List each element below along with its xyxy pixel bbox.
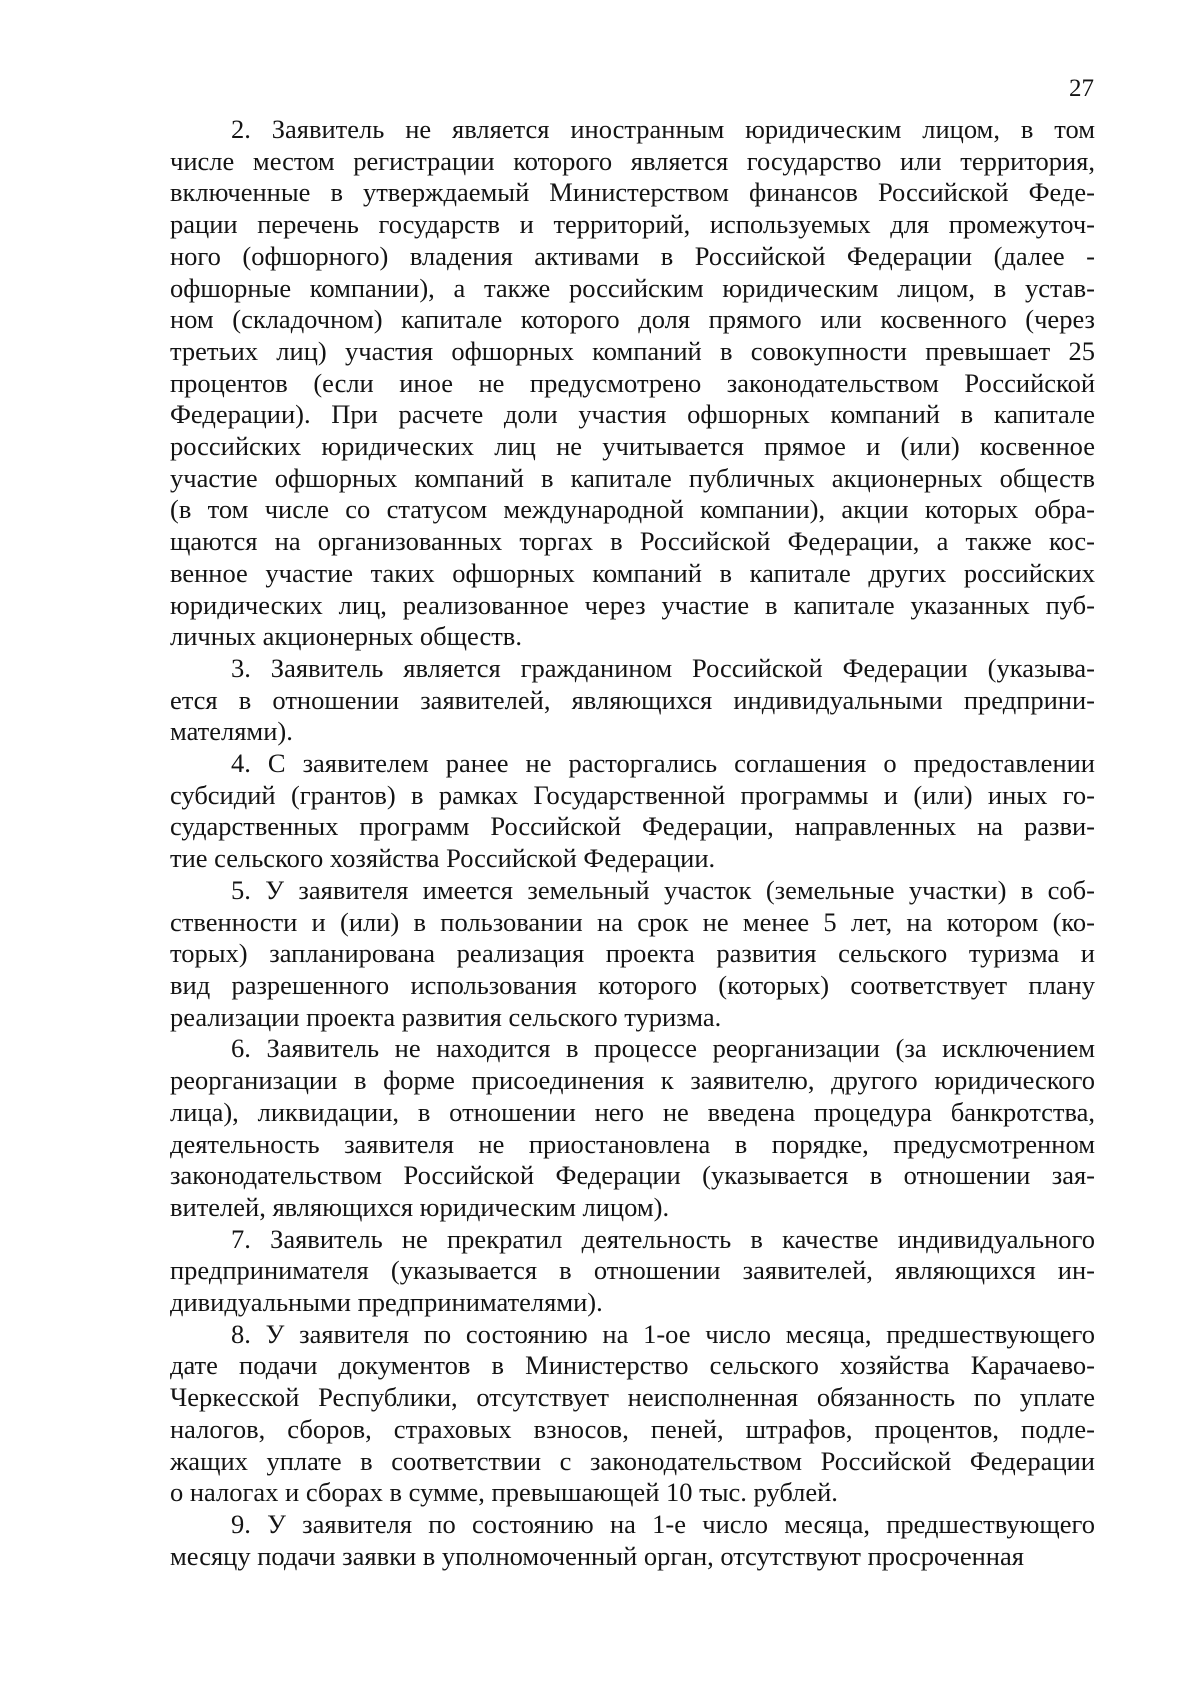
text-line: числе местом регистрации которого является государство или территория, (170, 145, 1095, 176)
text-line: (в том числе со статусом международной компании), акции которых обра- (170, 494, 1095, 525)
text-line: дате подачи документов в Министерство сельского хозяйства Карачаево- (170, 1350, 1095, 1381)
text-line: деятельность заявителя не приостановлена в порядке, предусмотренном (170, 1128, 1095, 1159)
paragraph-7 (170, 1224, 1095, 1319)
text-line: ного (офшорного) владения активами в Российской Федерации (далее - (170, 240, 1095, 271)
paragraph-5 (170, 875, 1095, 1034)
text-line: вителей, являющихся юридическим лицом). (170, 1191, 670, 1222)
paragraph-9 (170, 1509, 1095, 1572)
text-line: Федерации). При расчете доли участия офшорных компаний в капитале (170, 399, 1095, 430)
text-line: 4. С заявителем ранее не расторгались соглашения о предоставлении (231, 748, 1095, 779)
text-line: 2. Заявитель не является иностранным юридическим лицом, в том (231, 114, 1095, 144)
text-line: третьих лиц) участия офшорных компаний в совокупности превышает 25 (170, 335, 1095, 366)
text-line: 3. Заявитель является гражданином Российской Федерации (указыва- (231, 652, 1095, 683)
text-line: торых) запланирована реализация проекта развития сельского туризма и (170, 938, 1095, 969)
text-line: месяцу подачи заявки в уполномоченный орган, отсутствуют просроченная (170, 1540, 1024, 1571)
text-line: Черкесской Республики, отсутствует неисполненная обязанность по уплате (170, 1382, 1095, 1413)
text-line: вид разрешенного использования которого (которых) соответствует плану (170, 969, 1095, 1000)
text-line: щаются на организованных торгах в Российской Федерации, а также кос- (170, 526, 1095, 557)
paragraph-3 (170, 653, 1095, 748)
text-line: венное участие таких офшорных компаний в капитале других российских (170, 557, 1095, 588)
text-line: предпринимателя (указывается в отношении заявителей, являющихся ин- (170, 1255, 1095, 1286)
text-line: сударственных программ Российской Федерации, направленных на разви- (170, 811, 1095, 842)
text-line: тие сельского хозяйства Российской Федерации. (170, 843, 716, 874)
text-line: 9. У заявителя по состоянию на 1-е число месяца, предшествующего (231, 1508, 1095, 1539)
text-line: участие офшорных компаний в капитале публичных акционерных обществ (170, 462, 1095, 493)
text-line: реализации проекта развития сельского туризма. (170, 1001, 722, 1032)
text-line: налогов, сборов, страховых взносов, пеней, штрафов, процентов, подле- (170, 1413, 1095, 1444)
text-line: процентов (если иное не предусмотрено законодательством Российской (170, 367, 1095, 398)
paragraph-4 (170, 748, 1095, 875)
text-line: 5. У заявителя имеется земельный участок (земельные участки) в соб- (231, 874, 1095, 905)
text-line: 6. Заявитель не находится в процессе реорганизации (за исключением (231, 1033, 1095, 1064)
text-line: жащих уплате в соответствии с законодательством Российской Федерации (170, 1445, 1095, 1476)
text-line: личных акционерных обществ. (170, 621, 522, 652)
text-line: реорганизации в форме присоединения к заявителю, другого юридического (170, 1065, 1095, 1096)
text-line: лица), ликвидации, в отношении него не введена процедура банкротства, (170, 1096, 1095, 1127)
text-line: офшорные компании), а также российским юридическим лицом, в устав- (170, 272, 1095, 303)
text-line: российских юридических лиц не учитывается прямое и (или) косвенное (170, 431, 1095, 462)
text-line: включенные в утверждаемый Министерством финансов Российской Феде- (170, 177, 1095, 208)
paragraph-2 (170, 114, 1095, 653)
text-line: о налогах и сборах в сумме, превышающей 10 тыс. рублей. (170, 1477, 838, 1508)
text-line: ется в отношении заявителей, являющихся индивидуальными предприни- (170, 684, 1095, 715)
text-line: дивидуальными предпринимателями). (170, 1287, 603, 1318)
text-line: законодательством Российской Федерации (указывается в отношении зая- (170, 1160, 1095, 1191)
text-line: рации перечень государств и территорий, используемых для промежуточ- (170, 209, 1095, 240)
text-line: 7. Заявитель не прекратил деятельность в качестве индивидуального (231, 1223, 1095, 1254)
paragraph-8 (170, 1319, 1095, 1509)
document-body (170, 114, 1095, 1572)
text-line: 8. У заявителя по состоянию на 1-ое число месяца, предшествующего (231, 1318, 1095, 1349)
page-number: 27 (1069, 75, 1094, 102)
text-line: ном (складочном) капитале которого доля прямого или косвенного (через (170, 304, 1095, 335)
text-line: юридических лиц, реализованное через участие в капитале указанных пуб- (170, 589, 1095, 620)
text-line: ственности и (или) в пользовании на срок не менее 5 лет, на котором (ко- (170, 906, 1095, 937)
text-line: субсидий (грантов) в рамках Государственной программы и (или) иных го- (170, 779, 1095, 810)
text-line: мателями). (170, 716, 293, 747)
paragraph-6 (170, 1033, 1095, 1223)
